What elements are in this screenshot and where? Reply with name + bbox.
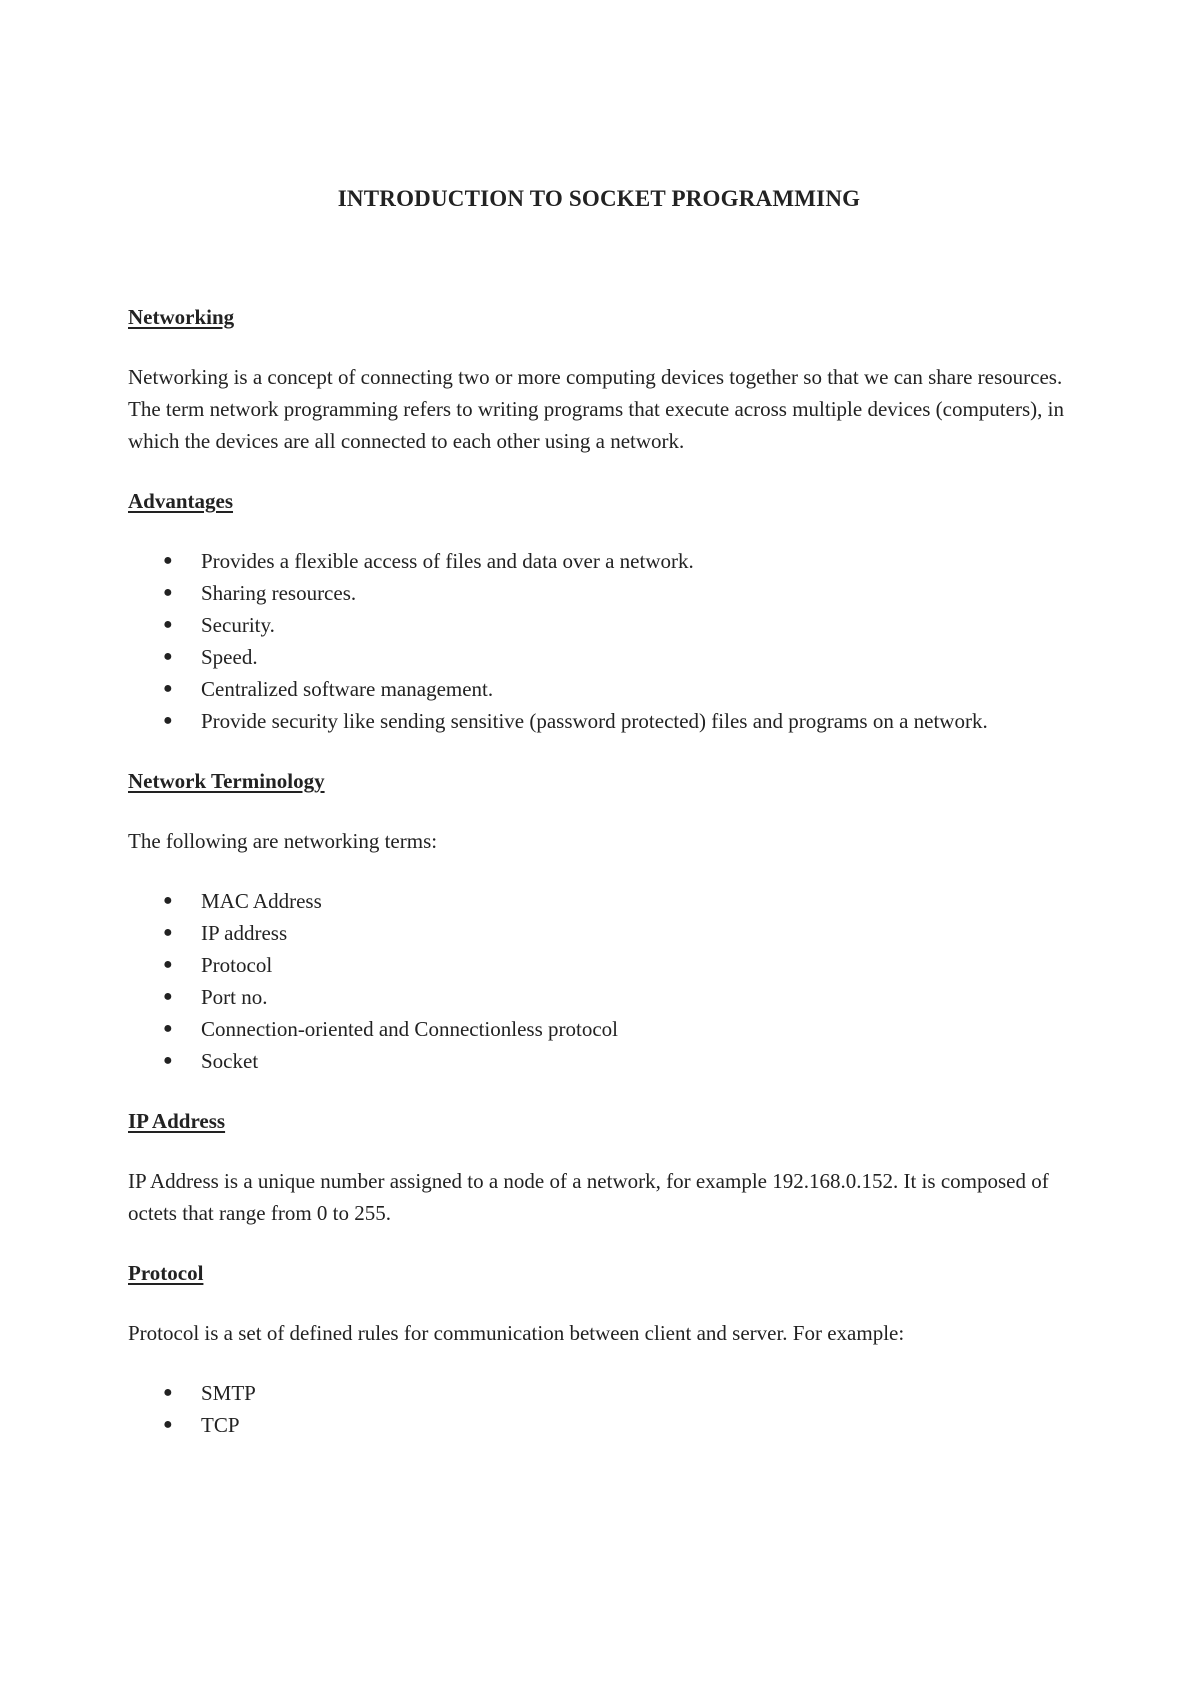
bullet-icon: ●: [163, 648, 173, 665]
list-item: [163, 885, 1070, 917]
bullet-icon: ●: [163, 552, 173, 569]
list-item-text: Protocol: [201, 953, 273, 977]
list-item-text: Centralized software management.: [201, 677, 494, 701]
spacer: [128, 797, 1070, 825]
spacer: [128, 214, 1070, 301]
list-item: [163, 981, 1070, 1013]
list-item-text: Speed.: [201, 645, 258, 669]
list-item: [163, 545, 1070, 577]
list-item-text: MAC Address: [201, 889, 322, 913]
spacer: [128, 333, 1070, 361]
bullet-icon: ●: [163, 1416, 173, 1433]
spacer: [128, 1137, 1070, 1165]
list-item-text: Connection-oriented and Connectionless protocol: [201, 1017, 618, 1041]
list-item: [163, 577, 1070, 609]
section-heading-networking: Networking: [128, 305, 235, 329]
list-item: [163, 705, 1070, 737]
section-paragraph-networking: Networking is a concept of connecting two or more computing devices together so that we can share resources. The term network programming refers to writing programs that execute across multiple devices (computers), in which the devices are all connected to each other using a network.: [128, 365, 1064, 453]
list-item-text: Provide security like sending sensitive (password protected) files and programs on a network.: [201, 709, 988, 733]
list-item: [163, 1377, 1070, 1409]
list-item: [163, 673, 1070, 705]
bullet-icon: ●: [163, 1020, 173, 1037]
spacer: [128, 457, 1070, 485]
list-item-text: Security.: [201, 613, 275, 637]
section-heading-network-terminology: Network Terminology: [128, 769, 325, 793]
list-item-text: Port no.: [201, 985, 268, 1009]
list-item: [163, 609, 1070, 641]
bullet-icon: ●: [163, 616, 173, 633]
spacer: [128, 1349, 1070, 1377]
bullet-icon: ●: [163, 956, 173, 973]
section-heading-ip-address: IP Address: [128, 1109, 226, 1133]
list-item: [163, 917, 1070, 949]
spacer: [128, 857, 1070, 885]
bullet-icon: ●: [163, 892, 173, 909]
list-item-text: Socket: [201, 1049, 259, 1073]
protocol-list: [128, 1377, 1070, 1441]
list-item-text: SMTP: [201, 1381, 256, 1405]
section-paragraph-protocol: Protocol is a set of defined rules for communication between client and server. For example:: [128, 1321, 905, 1345]
bullet-icon: ●: [163, 924, 173, 941]
list-item-text: TCP: [201, 1413, 240, 1437]
spacer: [128, 517, 1070, 545]
section-heading-protocol: Protocol: [128, 1261, 204, 1285]
list-item: [163, 641, 1070, 673]
bullet-icon: ●: [163, 680, 173, 697]
spacer: [128, 1077, 1070, 1105]
bullet-icon: ●: [163, 712, 173, 729]
bullet-icon: ●: [163, 1052, 173, 1069]
list-item: [163, 1409, 1070, 1441]
spacer: [128, 1289, 1070, 1317]
list-item-text: Provides a flexible access of files and data over a network.: [201, 549, 694, 573]
list-item-text: IP address: [201, 921, 288, 945]
spacer: [128, 1229, 1070, 1257]
advantages-list: [128, 545, 1070, 737]
section-heading-advantages: Advantages: [128, 489, 234, 513]
list-item: [163, 1045, 1070, 1077]
list-item-text: Sharing resources.: [201, 581, 357, 605]
list-item: [163, 1013, 1070, 1045]
list-item: [163, 949, 1070, 981]
section-paragraph-ip-address: IP Address is a unique number assigned to a node of a network, for example 192.168.0.152. It is composed of octets that range from 0 to 255.: [128, 1169, 1049, 1225]
bullet-icon: ●: [163, 988, 173, 1005]
page-title: INTRODUCTION TO SOCKET PROGRAMMING: [337, 186, 861, 211]
terminology-list: [128, 885, 1070, 1077]
section-paragraph-network-terminology: The following are networking terms:: [128, 829, 438, 853]
bullet-icon: ●: [163, 584, 173, 601]
bullet-icon: ●: [163, 1384, 173, 1401]
spacer: [128, 737, 1070, 765]
